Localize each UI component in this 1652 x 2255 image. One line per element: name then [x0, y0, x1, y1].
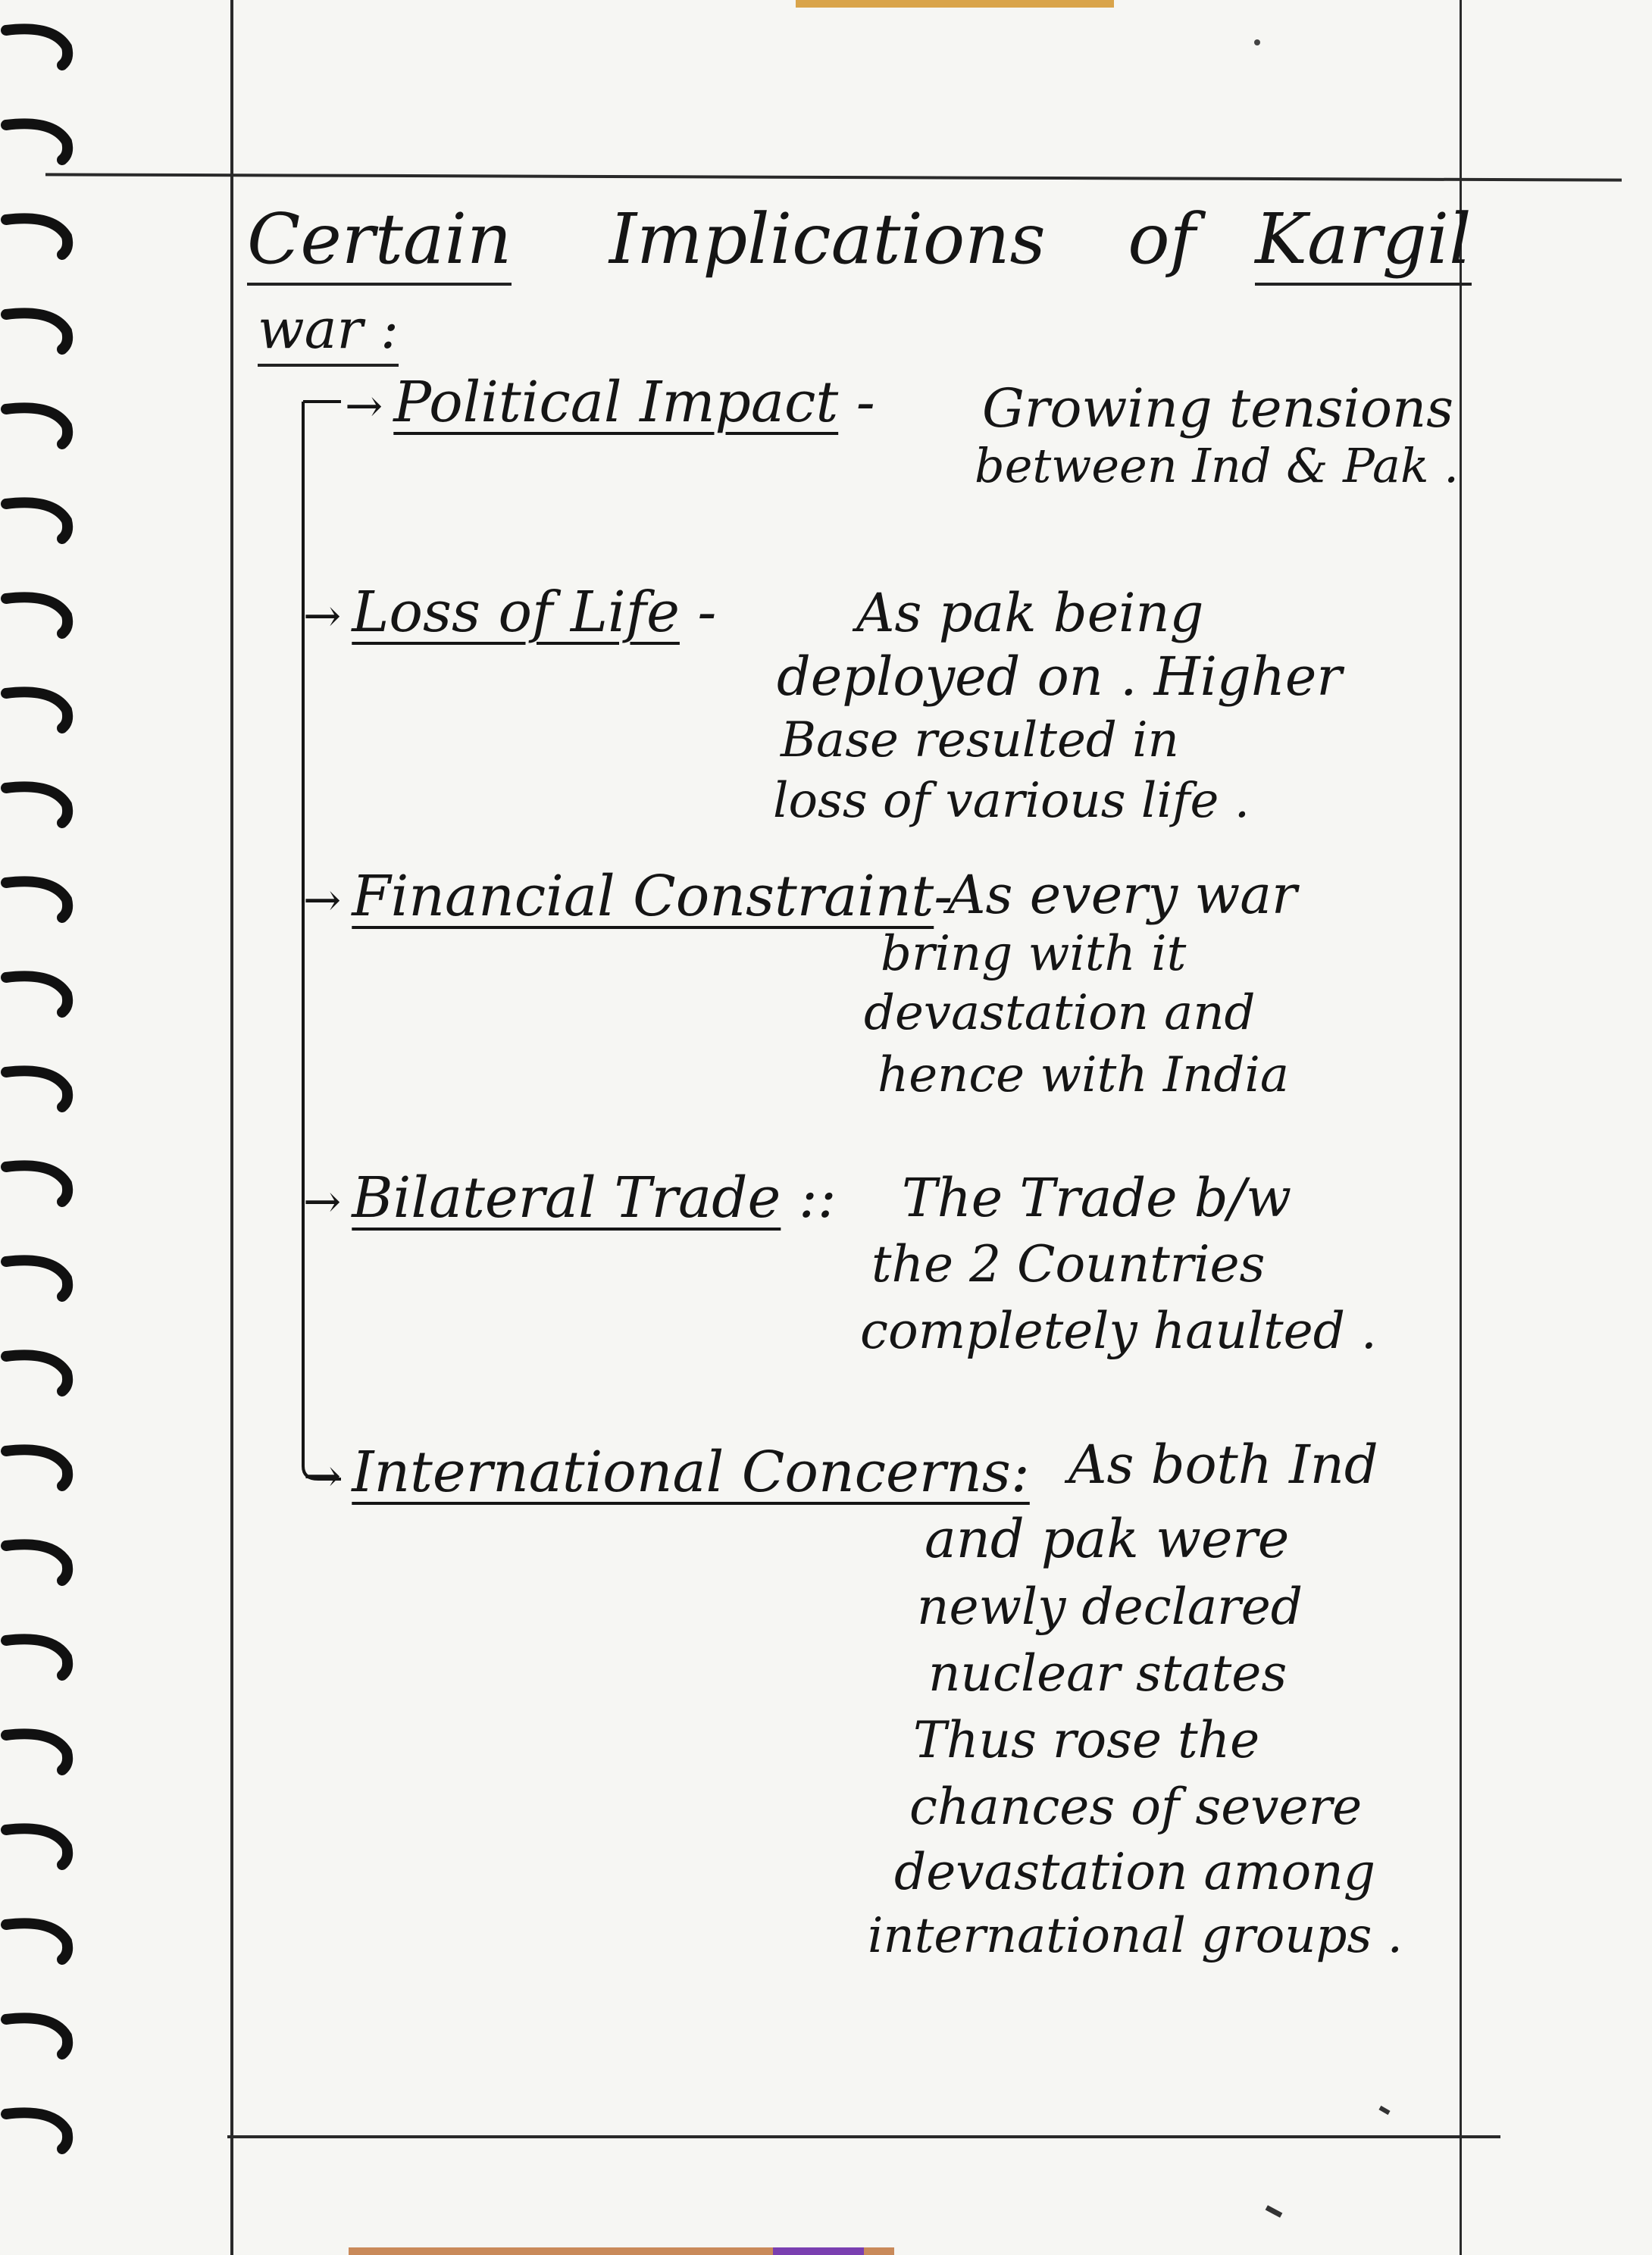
spiral-ring	[6, 502, 67, 539]
desc-line: The Trade b/w	[902, 1167, 1292, 1229]
arrow-icon: →	[303, 874, 342, 927]
desc-line: Growing tensions	[982, 377, 1454, 439]
desc-line: As pak being	[856, 582, 1204, 644]
item-bilateral-heading	[303, 1165, 837, 1231]
spiral-ring	[6, 408, 67, 444]
desc-line: bring with it	[881, 926, 1187, 982]
separator: -	[679, 580, 717, 645]
title-word-of: of	[1128, 199, 1196, 280]
desc-line: chances of severe	[909, 1778, 1363, 1836]
top-rule-line	[45, 173, 1622, 181]
desc-line: and pak were	[925, 1508, 1290, 1570]
spiral-ring	[6, 1828, 67, 1865]
spiral-ring	[6, 1639, 67, 1675]
title-word-war: war :	[258, 297, 399, 361]
item-political-heading	[345, 370, 875, 435]
item-financial-heading	[303, 864, 953, 929]
separator: -	[838, 370, 875, 435]
title-word-implications: Implications	[609, 199, 1046, 280]
separator: -	[934, 864, 953, 929]
spiral-ring	[6, 881, 67, 918]
desc-line: hence with India	[878, 1047, 1289, 1103]
desc-line: the 2 Countries	[871, 1235, 1266, 1293]
title-word-certain: Certain	[247, 199, 512, 280]
stray-mark	[1254, 39, 1260, 45]
desc-line: As every war	[947, 864, 1297, 926]
spiral-ring	[6, 1071, 67, 1107]
stray-mark	[1378, 2106, 1390, 2115]
item-loss-of-life-heading	[303, 580, 716, 645]
spiral-ring	[6, 597, 67, 633]
spiral-ring	[6, 1355, 67, 1391]
stray-mark	[1266, 2205, 1283, 2218]
desc-line: As both Ind	[1068, 1434, 1378, 1496]
spiral-ring	[6, 1165, 67, 1202]
spiral-ring	[6, 218, 67, 255]
bottom-edge-mark-accent	[773, 2247, 864, 2255]
top-edge-mark	[796, 0, 1114, 8]
spiral-ring	[6, 29, 67, 65]
spiral-ring	[6, 1260, 67, 1296]
desc-line: newly declared	[917, 1578, 1303, 1636]
spiral-ring	[6, 1450, 67, 1486]
separator: ::	[781, 1165, 837, 1231]
spiral-ring	[6, 1544, 67, 1581]
spiral-ring	[6, 787, 67, 823]
desc-line: nuclear states	[928, 1644, 1287, 1703]
title-line-1	[247, 199, 1472, 280]
desc-line: Thus rose the	[913, 1711, 1260, 1769]
spiral-ring	[6, 2113, 67, 2149]
spiral-ring	[6, 1923, 67, 1959]
left-margin-line	[230, 0, 233, 2255]
item-international-heading	[303, 1440, 1030, 1505]
spiral-ring	[6, 2018, 67, 2054]
desc-line: international groups .	[868, 1908, 1403, 1964]
heading-label: Bilateral Trade	[352, 1165, 781, 1231]
desc-line: devastation and	[864, 985, 1256, 1041]
heading-label: International Concerns:	[352, 1440, 1030, 1505]
desc-line: completely haulted .	[860, 1302, 1377, 1360]
bottom-rule-line	[227, 2135, 1500, 2138]
spiral-ring	[6, 976, 67, 1012]
heading-label: Loss of Life	[352, 580, 680, 645]
spiral-ring	[6, 1734, 67, 1770]
spiral-ring	[6, 124, 67, 160]
desc-line: Base resulted in	[781, 712, 1179, 768]
spiral-ring	[6, 692, 67, 728]
spiral-binding	[0, 0, 106, 2255]
right-margin-line	[1460, 0, 1462, 2255]
heading-label: Financial Constraint	[352, 864, 934, 929]
arrow-icon: →	[303, 590, 342, 643]
desc-line: between Ind & Pak .	[975, 438, 1459, 493]
arrow-icon: →	[303, 1175, 342, 1228]
arrow-icon: →	[303, 1450, 342, 1503]
desc-line: devastation among	[894, 1843, 1375, 1901]
desc-line: loss of various life .	[773, 773, 1250, 829]
desc-line: deployed on . Higher	[777, 646, 1342, 708]
heading-label: Political Impact	[393, 370, 839, 435]
spiral-ring	[6, 313, 67, 349]
title-line-2	[258, 297, 399, 361]
arrow-icon: →	[345, 380, 383, 433]
bracket-connector	[273, 371, 364, 1493]
title-word-kargil: Kargil	[1255, 199, 1472, 280]
